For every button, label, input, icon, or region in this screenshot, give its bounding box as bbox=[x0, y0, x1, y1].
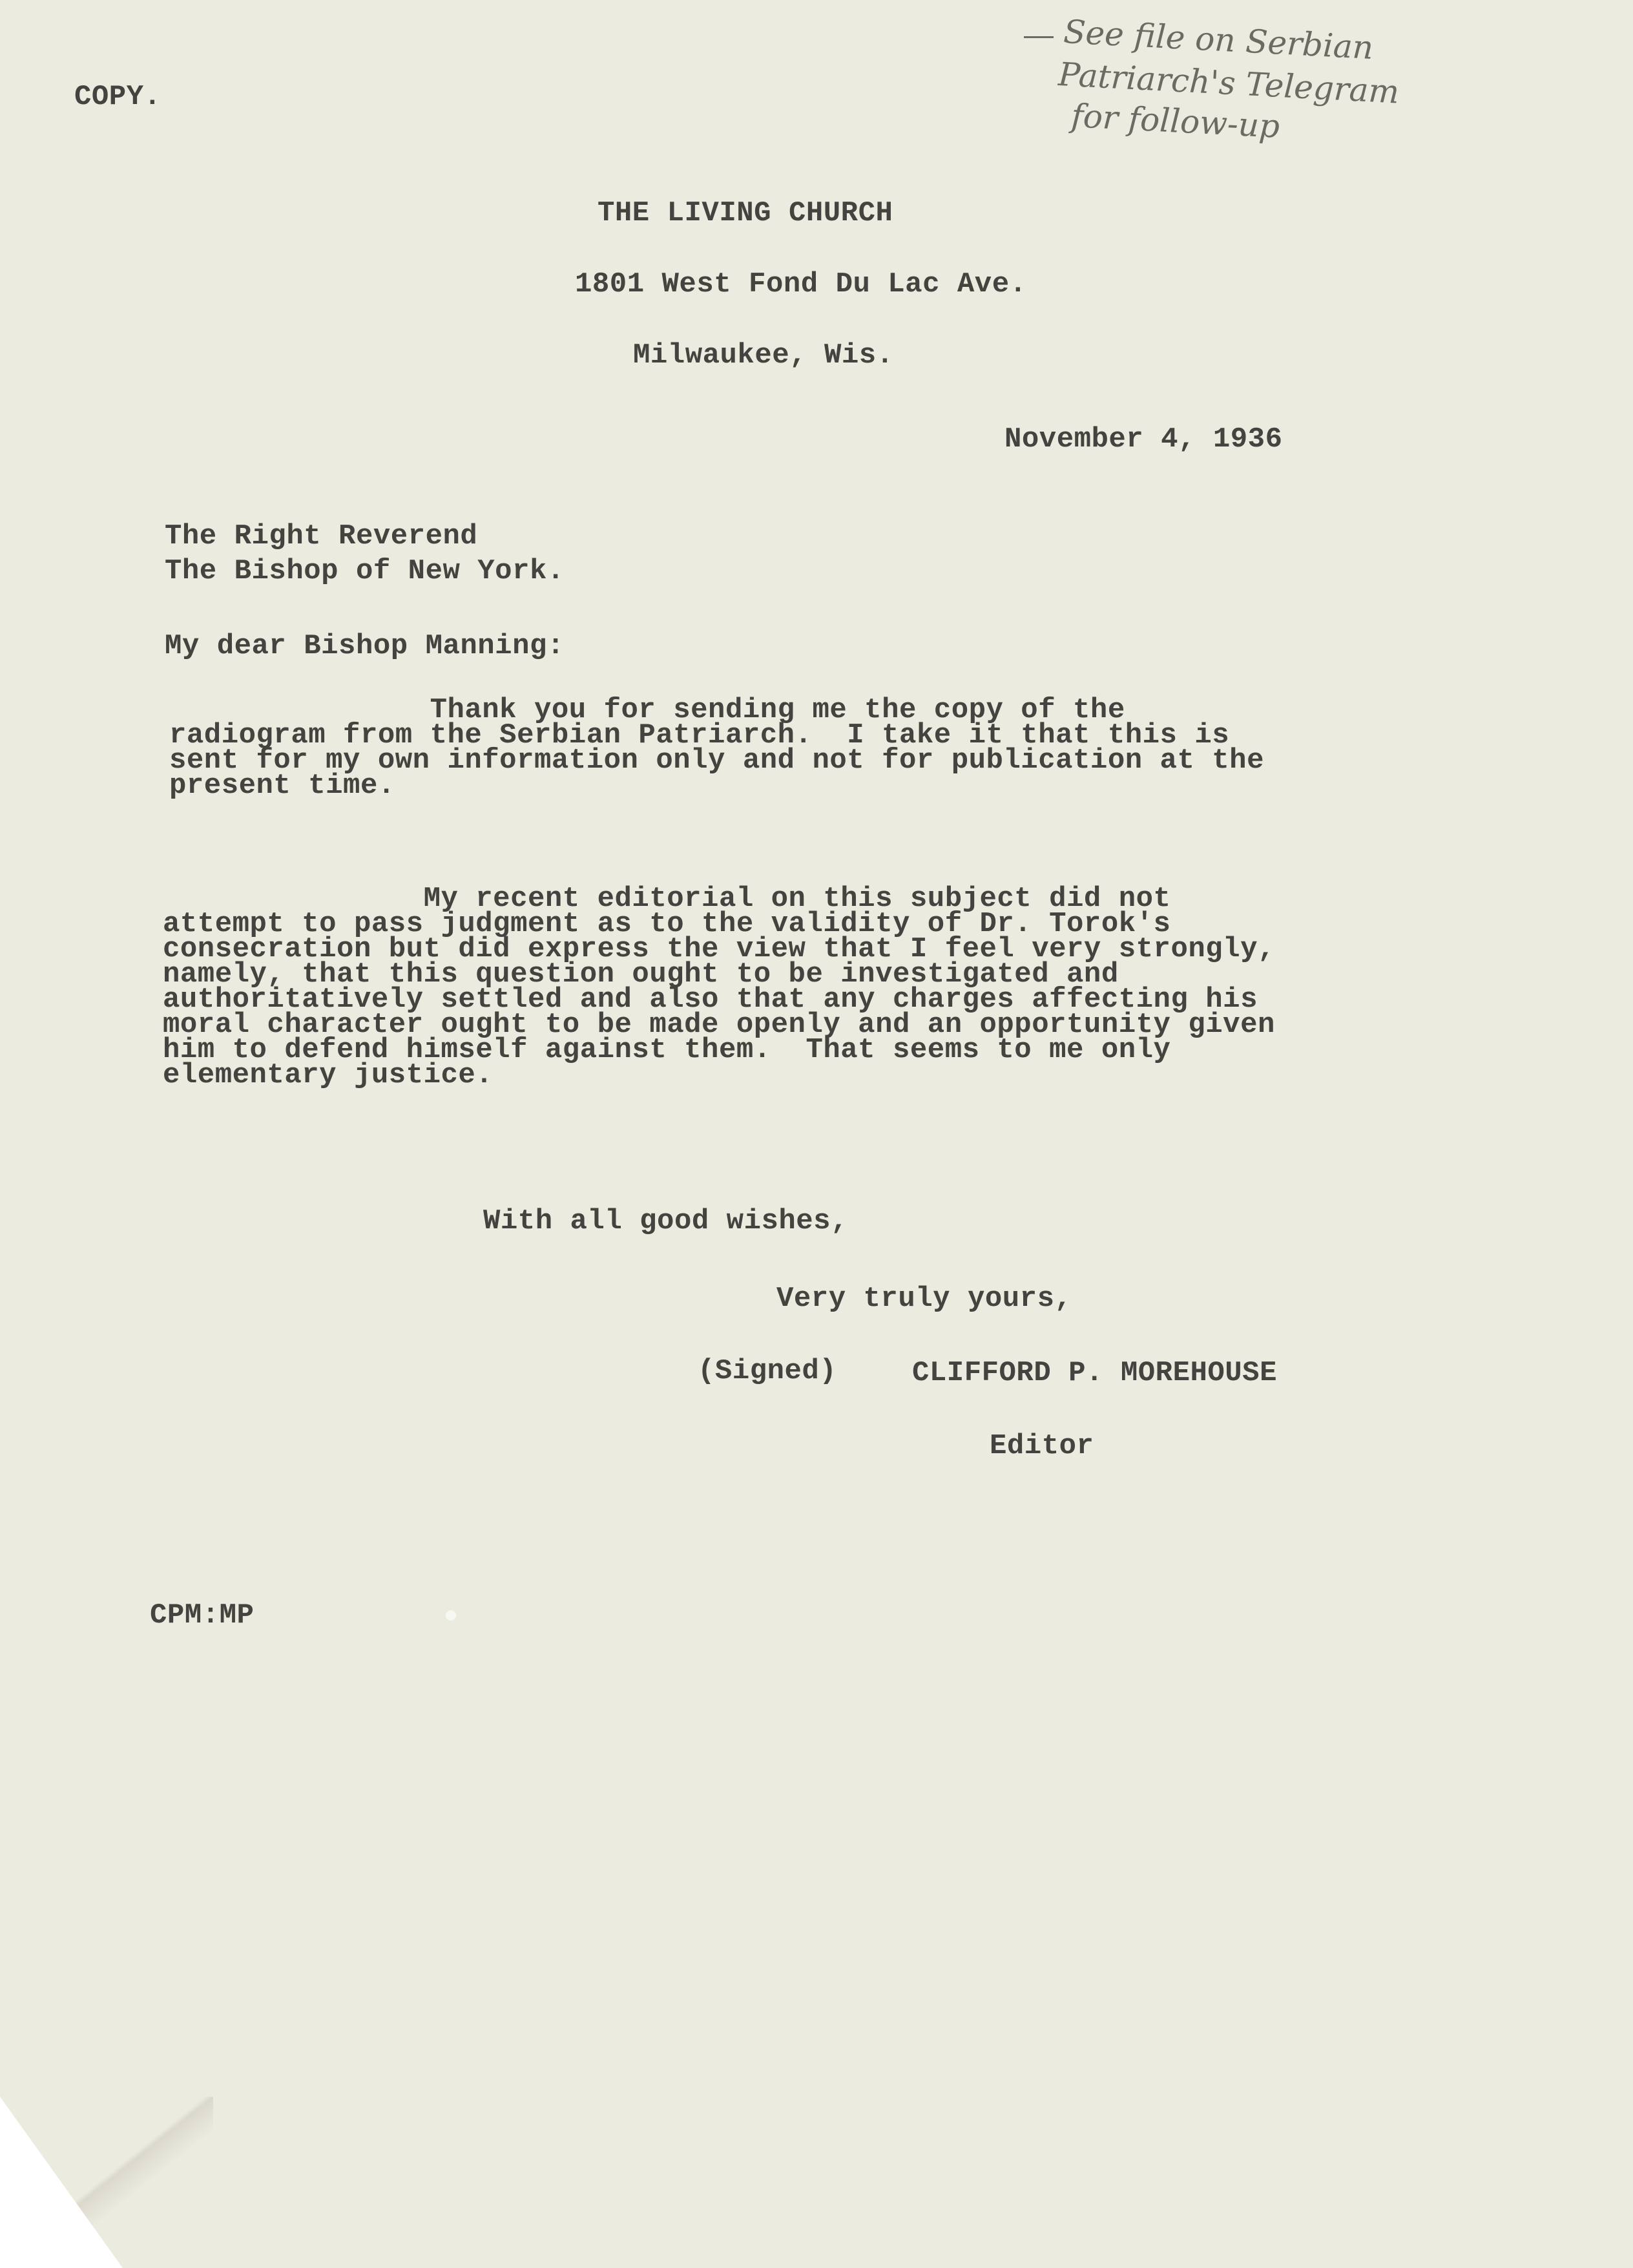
letterhead-name: THE LIVING CHURCH bbox=[598, 197, 893, 229]
valediction: Very truly yours, bbox=[776, 1283, 1072, 1315]
signatory-title: Editor bbox=[990, 1430, 1094, 1462]
paragraph-line: attempt to pass judgment as to the validity of Dr. Torok's bbox=[163, 908, 1171, 940]
letterhead-city: Milwaukee, Wis. bbox=[633, 339, 894, 372]
paragraph-line: radiogram from the Serbian Patriarch. I take it that this is bbox=[169, 719, 1230, 751]
paragraph-line: My recent editorial on this subject did not bbox=[163, 883, 1171, 915]
reference-initials: CPM:MP bbox=[150, 1599, 255, 1632]
paragraph-line: present time. bbox=[169, 770, 395, 802]
body-paragraph-1 bbox=[169, 694, 1264, 802]
signatory-name: CLIFFORD P. MOREHOUSE bbox=[912, 1357, 1277, 1389]
recipient-line-1: The Right Reverend bbox=[165, 520, 478, 552]
closing-wishes: With all good wishes, bbox=[483, 1205, 848, 1237]
margin-note-line-3: for follow-up bbox=[1070, 97, 1281, 145]
paragraph-line: moral character ought to be made openly and an opportunity given bbox=[163, 1009, 1275, 1041]
signed-note: (Signed) bbox=[698, 1355, 837, 1387]
paragraph-line: namely, that this question ought to be investigated and bbox=[163, 958, 1119, 991]
paragraph-line: him to defend himself against them. That seems to me only bbox=[163, 1034, 1171, 1066]
paragraph-line: elementary justice. bbox=[163, 1059, 494, 1091]
paragraph-line: sent for my own information only and not for publication at the bbox=[169, 744, 1264, 777]
margin-note-line-1: See file on Serbian bbox=[1062, 13, 1375, 67]
copy-mark: COPY. bbox=[74, 81, 161, 113]
folded-corner bbox=[0, 2097, 123, 2268]
body-paragraph-2 bbox=[163, 883, 1275, 1091]
paragraph-line: consecration but did express the view that I feel very strongly, bbox=[163, 933, 1275, 965]
letter-date: November 4, 1936 bbox=[1004, 423, 1283, 456]
salutation: My dear Bishop Manning: bbox=[165, 630, 565, 662]
paper-speck bbox=[446, 1610, 456, 1621]
margin-note-dash bbox=[1024, 36, 1054, 38]
paragraph-line: Thank you for sending me the copy of the bbox=[169, 694, 1125, 726]
recipient-line-2: The Bishop of New York. bbox=[165, 555, 565, 587]
letterhead-street: 1801 West Fond Du Lac Ave. bbox=[575, 268, 1027, 300]
margin-note-line-2: Patriarch's Telegram bbox=[1057, 56, 1400, 111]
paragraph-line: authoritatively settled and also that any charges affecting his bbox=[163, 983, 1258, 1016]
